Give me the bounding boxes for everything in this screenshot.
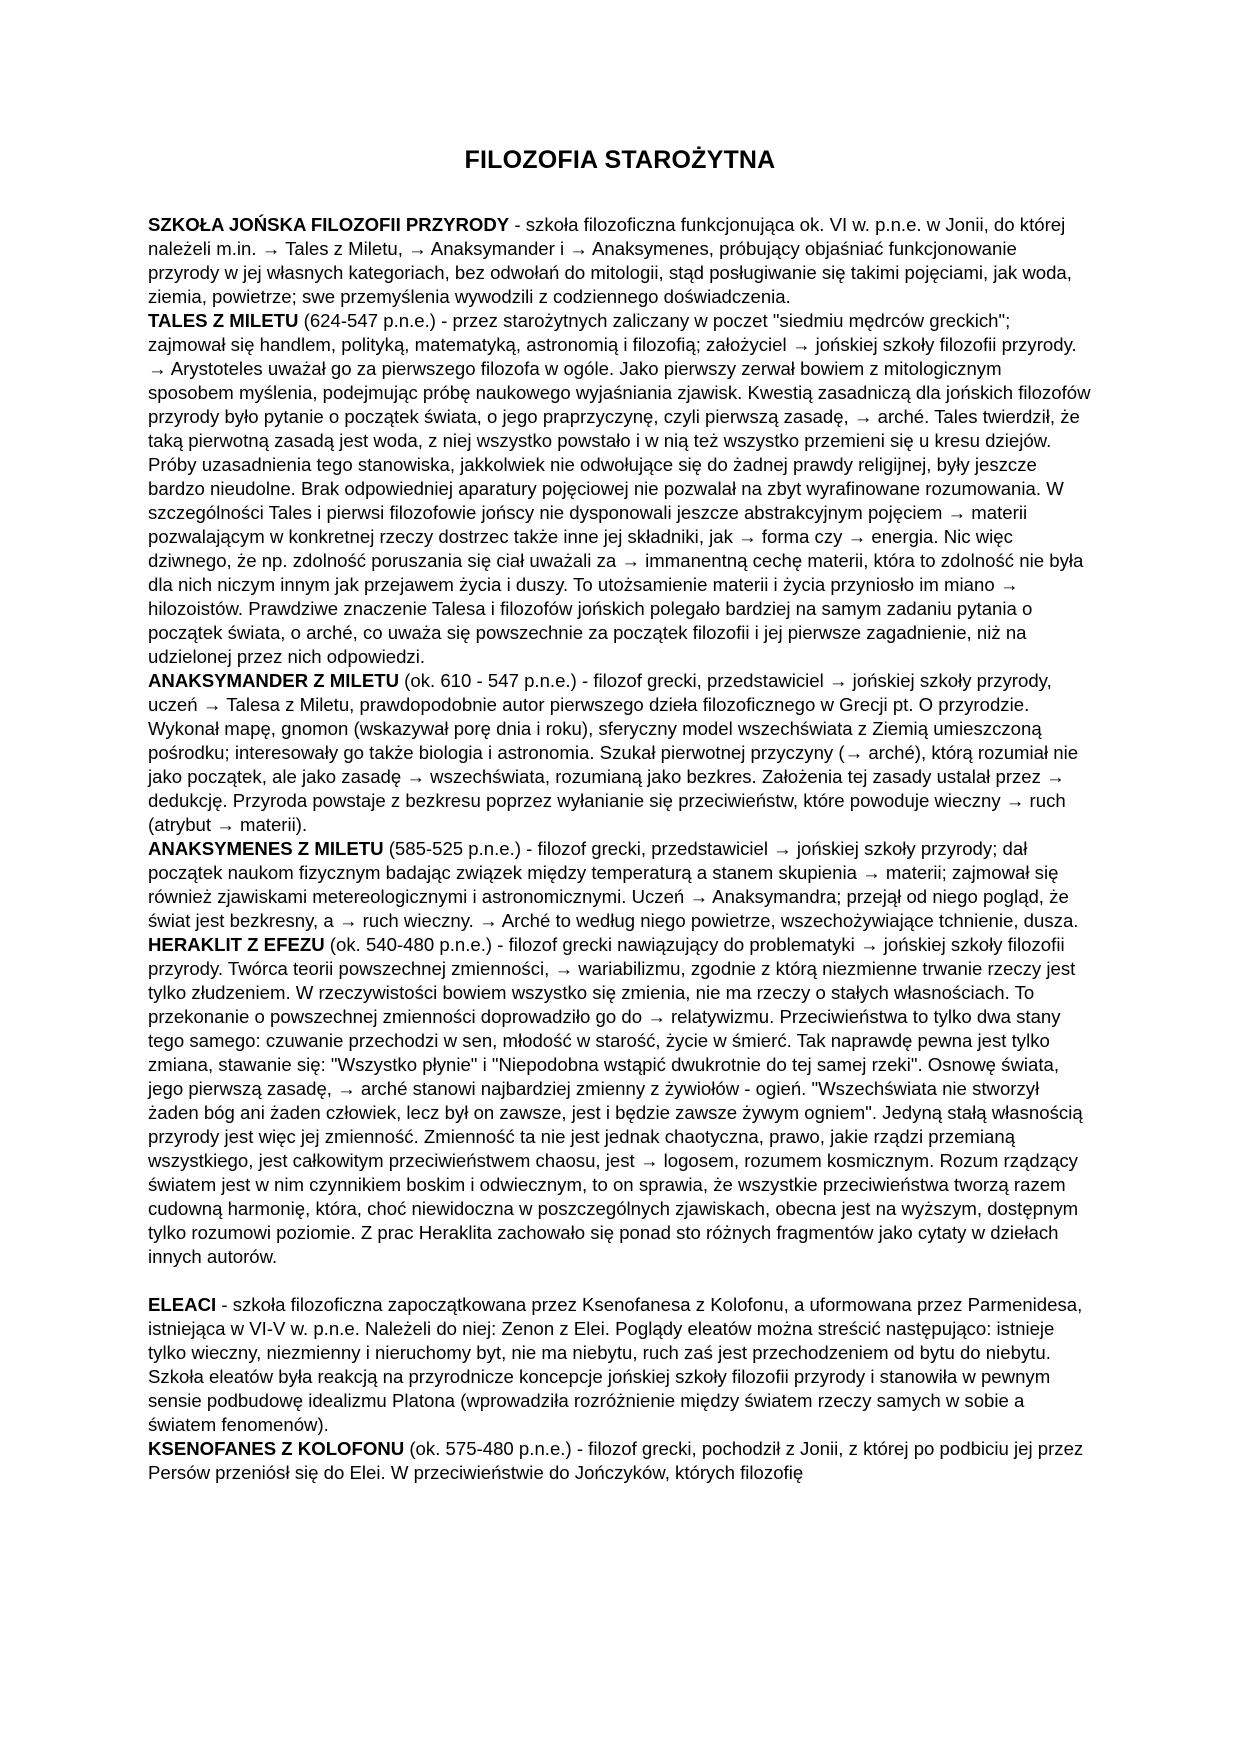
entry-ksenofanes	[148, 1437, 1092, 1485]
entry-text: (ok. 610 - 547 p.n.e.) - filozof grecki, przedstawiciel → jońskiej szkoły przyrody, uczeń → Talesa z Miletu, prawdopodobnie autor pierwszego dzieła filozoficznego w Grecji pt. O przyrodzie. Wykonał mapę, gnomon (wskazywał porę dnia i roku), sferyczny model wszechświata z Ziemią umieszczoną pośrodku; interesowały go także biologia i astronomia. Szukał pierwotnej przyczyny (→ arché), którą rozumiał nie jako początek, ale jako zasadę → wszechświata, rozumianą jako bezkres. Założenia tej zasady ustalał przez → dedukcję. Przyroda powstaje z bezkresu poprzez wyłanianie się przeciwieństw, które powoduje wieczny → ruch (atrybut → materii).	[148, 670, 1079, 835]
entry-text: - szkoła filozoficzna zapoczątkowana przez Ksenofanesa z Kolofonu, a uformowana przez Parmenidesa, istniejąca w VI-V w. p.n.e. Należeli do niej: Zenon z Elei. Poglądy eleatów można streścić następująco: istnieje tylko wieczny, niezmienny i nieruchomy byt, nie ma niebytu, ruch zaś jest przechodzeniem od bytu do niebytu. Szkoła eleatów była reakcją na przyrodnicze koncepcje jońskiej szkoły filozofii przyrody i stanowiła w pewnym sensie podbudowę idealizmu Platona (wprowadziła rozróżnienie między światem rzeczy samych w sobie a światem fenomenów).	[148, 1294, 1083, 1435]
entry-heraklit	[148, 933, 1092, 1269]
entry-term: SZKOŁA JOŃSKA FILOZOFII PRZYRODY	[148, 214, 510, 235]
entry-anaksymander	[148, 669, 1092, 837]
entry-szkola-jonska	[148, 213, 1092, 309]
entry-text: (ok. 540-480 p.n.e.) - filozof grecki nawiązujący do problematyki → jońskiej szkoły filozofii przyrody. Twórca teorii powszechnej zmienności, → wariabilizmu, zgodnie z którą niezmienne trwanie rzeczy jest tylko złudzeniem. W rzeczywistości bowiem wszystko się zmienia, nie ma rzeczy o stałych własnościach. To przekonanie o powszechnej zmienności doprowadziło go do → relatywizmu. Przeciwieństwa to tylko dwa stany tego samego: czuwanie przechodzi w sen, młodość w starość, życie w śmierć. Tak naprawdę pewna jest tylko zmiana, stawanie się: "Wszystko płynie" i "Niepodobna wstąpić dwukrotnie do tej samej rzeki". Osnowę świata, jego pierwszą zasadę, → arché stanowi najbardziej zmienny z żywiołów - ogień. "Wszechświata nie stworzył żaden bóg ani żaden człowiek, lecz był on zawsze, jest i będzie zawsze żywym ogniem". Jedyną stałą własnością przyrody jest więc jej zmienność. Zmienność ta nie jest jednak chaotyczna, prawo, jakie rządzi przemianą wszystkiego, jest całkowitym przeciwieństwem chaosu, jest → logosem, rozumem kosmicznym. Rozum rządzący światem jest w nim czynnikiem boskim i odwiecznym, to on sprawia, że wszystkie przeciwieństwa tworzą razem cudowną harmonię, która, choć niewidoczna w poszczególnych zjawiskach, obecna jest na wyższym, dostępnym tylko rozumowi poziomie. Z prac Heraklita zachowało się ponad sto różnych fragmentów jako cytaty w dziełach innych autorów.	[148, 934, 1083, 1267]
entry-term: KSENOFANES Z KOLOFONU	[148, 1438, 405, 1459]
entry-tales	[148, 309, 1092, 669]
entry-eleaci	[148, 1293, 1092, 1437]
entry-text: (624-547 p.n.e.) - przez starożytnych zaliczany w poczet "siedmiu mędrców greckich"; zajmował się handlem, polityką, matematyką, astronomią i filozofią; założyciel → jońskiej szkoły filozofii przyrody. → Arystoteles uważał go za pierwszego filozofa w ogóle. Jako pierwszy zerwał bowiem z mitologicznym sposobem myślenia, podejmując próbę naukowego wyjaśniania zjawisk. Kwestią zasadniczą dla jońskich filozofów przyrody było pytanie o początek świata, o jego praprzyczynę, czyli pierwszą zasadę, → arché. Tales twierdził, że taką pierwotną zasadą jest woda, z niej wszystko powstało i w nią też wszystko przemieni się u kresu dziejów. Próby uzasadnienia tego stanowiska, jakkolwiek nie odwołujące się do żadnej prawdy religijnej, były jeszcze bardzo nieudolne. Brak odpowiedniej aparatury pojęciowej nie pozwalał na zbyt wyrafinowane rozumowania. W szczególności Tales i pierwsi filozofowie jońscy nie dysponowali jeszcze abstrakcyjnym pojęciem → materii pozwalającym w konkretnej rzeczy dostrzec także inne jej składniki, jak → forma czy → energia. Nic więc dziwnego, że np. zdolność poruszania się ciał uważali za → immanentną cechę materii, która to zdolność nie była dla nich niczym innym jak przejawem życia i duszy. To utożsamienie materii i życia przyniosło im miano → hilozoistów. Prawdziwe znaczenie Talesa i filozofów jońskich polegało bardziej na samym zadaniu pytania o początek świata, o arché, co uważa się powszechnie za początek filozofii i jej pierwsze zagadnienie, niż na udzielonej przez nich odpowiedzi.	[148, 310, 1091, 667]
document-title: FILOZOFIA STAROŻYTNA	[464, 146, 776, 174]
entry-term: ANAKSYMENES Z MILETU	[148, 838, 384, 859]
entry-term: ELEACI	[148, 1294, 217, 1315]
entry-term: TALES Z MILETU	[148, 310, 299, 331]
entry-term: ANAKSYMANDER Z MILETU	[148, 670, 400, 691]
entry-text: (585-525 p.n.e.) - filozof grecki, przedstawiciel → jońskiej szkoły przyrody; dał początek naukom fizycznym badając związek między temperaturą a stanem skupienia → materii; zajmował się również zjawiskami metereologicznymi i astronomicznymi. Uczeń → Anaksymandra; przejął od niego pogląd, że świat jest bezkresny, a → ruch wieczny. → Arché to według niego powietrze, wszechożywiające tchnienie, dusza.	[148, 838, 1079, 931]
entry-text: - szkoła filozoficzna funkcjonująca ok. VI w. p.n.e. w Jonii, do której należeli m.in. → Tales z Miletu, → Anaksymander i → Anaksymenes, próbujący objaśniać funkcjonowanie przyrody w jej własnych kategoriach, bez odwołań do mitologii, stąd posługiwanie się takimi pojęciami, jak woda, ziemia, powietrze; swe przemyślenia wywodzili z codziennego doświadczenia.	[148, 214, 1072, 307]
entry-anaksymenes	[148, 837, 1092, 933]
entry-term: HERAKLIT Z EFEZU	[148, 934, 325, 955]
entry-text: (ok. 575-480 p.n.e.) - filozof grecki, pochodził z Jonii, z której po podbiciu jej przez Persów przeniósł się do Elei. W przeciwieństwie do Jończyków, których filozofię	[148, 1438, 1084, 1483]
